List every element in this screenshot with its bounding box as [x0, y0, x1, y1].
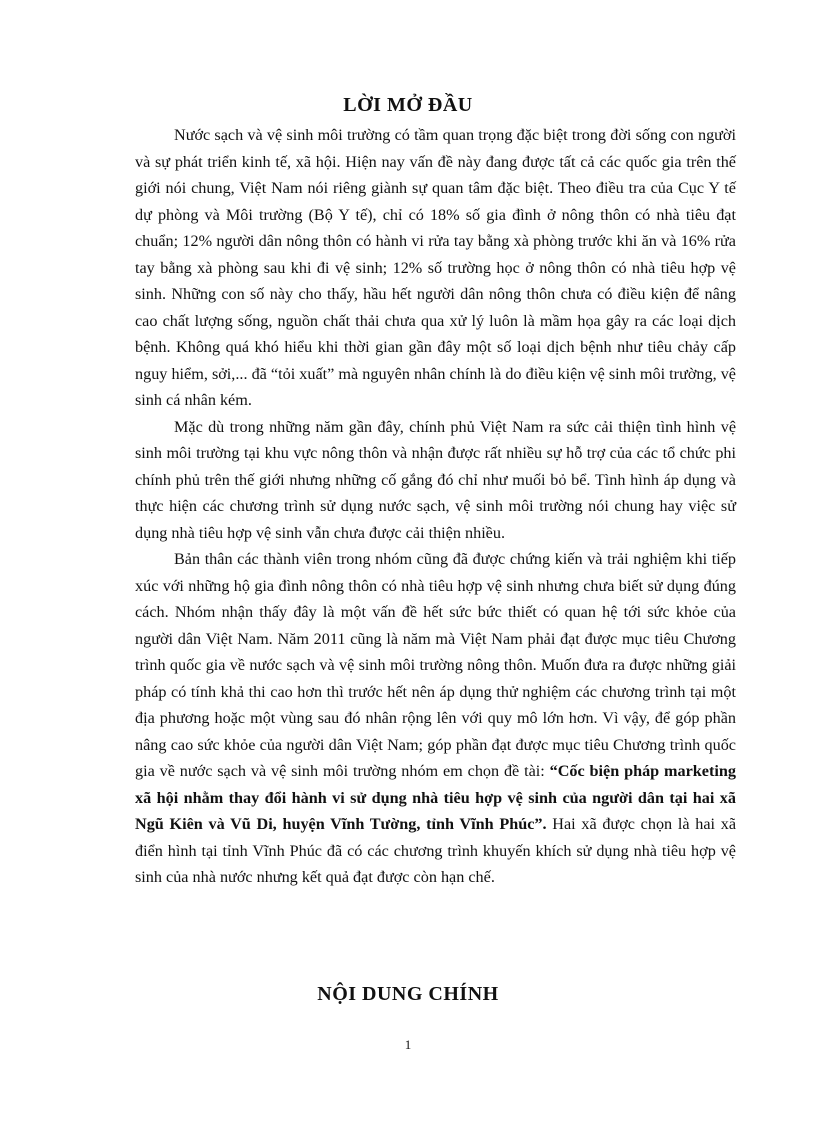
paragraph-intro: Nước sạch và vệ sinh môi trường có tầm quan trọng đặc biệt trong đời sống con người và sự phát triển kinh tế, xã hội. Hiện nay vấn đề này đang được tất cả các quốc gia trên thế giới nói chung, Việt Nam nói riêng giành sự quan tâm đặc biệt. Theo điều tra của Cục Y tế dự phòng và Môi trường (Bộ Y tế), chỉ có 18% số gia đình ở nông thôn có nhà tiêu đạt chuẩn; 12% người dân nông thôn có hành vi rửa tay bằng xà phòng trước khi ăn và 16% rửa tay bằng xà phòng sau khi đi vệ sinh; 12% số trường học ở nông thôn có nhà tiêu hợp vệ sinh. Những con số này cho thấy, hầu hết người dân nông thôn chưa có điều kiện để nâng cao chất lượng sống, nguồn chất thải chưa qua xử lý luôn là mầm họa gây ra các loại dịch bệnh. Không quá khó hiểu khi thời gian gần đây một số loại dịch bệnh như tiêu chảy cấp nguy hiểm, sởi,... đã “tỏi xuất” mà nguyên nhân chính là do điều kiện vệ sinh môi trường, vệ sinh cá nhân kém. [135, 126, 736, 409]
document-body [135, 122, 736, 891]
paragraph-topic-lead: Bản thân các thành viên trong nhóm cũng đã được chứng kiến và trải nghiệm khi tiếp xúc với những hộ gia đình nông thôn có nhà tiêu hợp vệ sinh nhưng chưa biết sử dụng đúng cách. Nhóm nhận thấy đây là một vấn đề hết sức bức thiết có quan hệ tới sức khỏe của người dân Việt Nam. Năm 2011 cũng là năm mà Việt Nam phải đạt được mục tiêu Chương trình quốc gia về nước sạch và vệ sinh môi trường nông thôn. Muốn đưa ra được những giải pháp có tính khả thi cao hơn thì trước hết nên áp dụng thử nghiệm các chương trình tại một địa phương hoặc một vùng sau đó nhân rộng lên với quy mô lớn hơn. Vì vậy, để góp phần nâng cao sức khỏe của người dân Việt Nam; góp phần đạt được mục tiêu Chương trình quốc gia về nước sạch và vệ sinh môi trường nhóm em chọn đề tài: [135, 550, 736, 780]
page-title: LỜI MỞ ĐẦU [343, 94, 473, 116]
page-number: 1 [404, 1037, 412, 1052]
paragraph-context: Mặc dù trong những năm gần đây, chính phủ Việt Nam ra sức cải thiện tình hình vệ sinh môi trường tại khu vực nông thôn và nhận được rất nhiều sự hỗ trợ của các tổ chức phi chính phủ trên thế giới nhưng những cố gắng đó chỉ như muối bỏ bể. Tình hình áp dụng và thực hiện các chương trình sử dụng nước sạch, vệ sinh môi trường nói chung hay việc sử dụng nhà tiêu hợp vệ sinh vẫn chưa được cải thiện nhiều. [135, 417, 736, 542]
section-heading: NỘI DUNG CHÍNH [317, 983, 499, 1005]
paragraph-topic [135, 546, 736, 891]
paragraph-topic-tail: Hai xã được chọn là hai xã điển hình tại tỉnh Vĩnh Phúc đã có các chương trình khuyến khích sử dụng nhà tiêu hợp vệ sinh của nhà nước nhưng kết quả đạt được còn hạn chế. [135, 815, 736, 886]
topic-title: “Cốc biện pháp marketing xã hội nhằm thay đổi hành vi sử dụng nhà tiêu hợp vệ sinh của người dân tại hai xã Ngũ Kiên và Vũ Di, huyện Vĩnh Tường, tỉnh Vĩnh Phúc”. [135, 762, 736, 833]
